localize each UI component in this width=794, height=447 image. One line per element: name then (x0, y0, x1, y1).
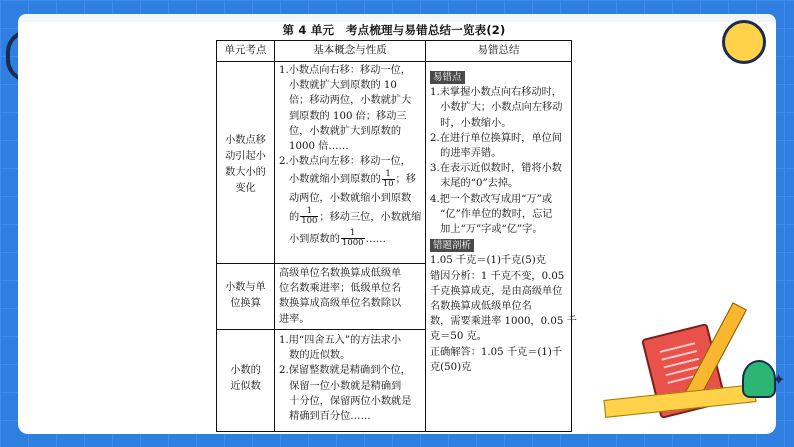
concept-text: …… (365, 233, 386, 245)
concept-text: 的 (289, 211, 300, 223)
page-title: 第 4 单元 考点梳理与易错总结一览表(2) (282, 23, 506, 37)
concept-line: 2.保留整数就是精确到个位， (279, 365, 411, 377)
concept-line: 小数就扩大到原数的 10 (289, 80, 397, 92)
error-analysis-tag: 错题剖析 (430, 239, 474, 252)
fraction-one-thousandth (341, 229, 365, 248)
column-divider-2 (425, 41, 426, 431)
error-point-line: 小数扩大；小数点向左移动 (430, 102, 563, 114)
concept-text: 小数就缩小到原数的 (289, 174, 381, 186)
topic-line: 小数点移 (225, 135, 266, 146)
analysis-line: 错因分析：1 千克不变，0.05 (430, 270, 565, 282)
error-point-line: 3.在表示近似数时，错将小数 (430, 163, 562, 175)
concept-line-with-fraction (279, 207, 425, 229)
concept-line-with-fraction (279, 229, 425, 251)
concept-text: ；移 (395, 174, 416, 186)
concept-line: 保留一位小数就是精确到 (279, 380, 402, 392)
header-divider (217, 61, 571, 62)
topic-line: 近似数 (230, 381, 261, 392)
error-point-line: 1.未掌握小数点向右移动时， (430, 87, 562, 99)
topic-line: 小数的 (230, 365, 261, 376)
concept-line: 1.小数点向右移：移动一位， (279, 65, 411, 76)
concept-line: 1000 倍…… (289, 141, 349, 153)
sparkle-icon: ✦ (772, 370, 786, 389)
concept-line: 到原数的 100 倍；移动三 (289, 110, 407, 122)
concept-line: 精确到百分位…… (279, 411, 371, 423)
concept-line: 动两位，小数就缩小到原数 (289, 193, 412, 205)
analysis-line: 克＝50 克。 (430, 331, 487, 343)
concept-decimal-unit-conversion (279, 266, 425, 327)
error-point-line: 加上“万”字或“亿”字。 (430, 224, 543, 236)
fraction-numerator: 1 (341, 229, 365, 239)
topic-decimal-point-shift (219, 133, 272, 197)
concept-line: 进率。 (279, 313, 310, 325)
row-divider-2 (217, 329, 425, 330)
concept-line: 位，小数就扩大到原数的 (289, 125, 402, 137)
analysis-line: 名数换算成低级单位名 (430, 301, 532, 313)
fraction-one-tenth (382, 170, 395, 189)
analysis-line: 数，需要乘进率 1000，0.05 千 (430, 316, 577, 328)
concept-line: 高级单位名数换算成低级单 (279, 268, 402, 279)
concept-decimal-approximation (279, 333, 425, 424)
topic-line: 位换算 (230, 298, 261, 309)
error-point-line: 4.把一个数改写成用“万”或 (430, 193, 553, 205)
card-top-strip (18, 14, 776, 22)
fraction-numerator: 1 (300, 207, 318, 217)
concept-line: 2.小数点向左移：移动一位， (279, 156, 411, 168)
fraction-denominator: 10 (382, 178, 394, 189)
topic-decimal-approximation (219, 363, 272, 395)
column-divider-1 (274, 41, 275, 431)
concept-text: 小到原数的 (289, 233, 340, 245)
concept-line: 十分位，保留两位小数就是 (279, 395, 412, 407)
concept-line: 倍；移动两位，小数就扩大 (289, 95, 412, 107)
topic-line: 动引起小 (225, 151, 266, 162)
fraction-numerator: 1 (382, 170, 395, 180)
analysis-line: 千克换算成克，是由高级单位 (430, 285, 563, 297)
error-point-line: 末尾的“0”去掉。 (430, 178, 519, 190)
analysis-line: 正确解答：1.05 千克＝(1)千 (430, 346, 563, 358)
concept-line: 1.用“四舍五入”的方法求小 (279, 335, 402, 346)
summary-table (216, 40, 577, 432)
topic-decimal-unit-conversion (219, 280, 272, 312)
error-point-line: 的进率弄错。 (430, 148, 502, 160)
error-point-line: 2.在进行单位换算时，单位间 (430, 132, 562, 144)
fraction-one-hundredth (300, 207, 318, 226)
row-divider-1 (217, 263, 425, 264)
error-point-line: “亿”作单位的数时，忘记 (430, 208, 553, 220)
concept-decimal-point-shift (279, 63, 425, 251)
header-concepts: 基本概念与性质 (313, 44, 387, 56)
error-points-tag: 易错点 (430, 71, 465, 84)
fraction-denominator: 100 (301, 216, 318, 227)
concept-line: 数的近似数。 (279, 350, 351, 362)
topic-line: 小数与单 (225, 282, 266, 293)
topic-line: 数大小的 (225, 167, 266, 178)
analysis-line: 1.05 千克＝(1)千克(5)克 (430, 255, 546, 267)
concept-line: 数换算成高级单位名数除以 (279, 298, 402, 310)
error-point-line: 时，小数缩小。 (430, 117, 512, 129)
concept-text: ；移动三位，小数就缩 (319, 211, 422, 223)
student-figure-illustration (742, 360, 776, 398)
analysis-line: 克(50)克 (430, 361, 472, 373)
concept-line-with-fraction (279, 169, 425, 191)
topic-line: 变化 (235, 183, 256, 194)
error-summary-column (430, 69, 577, 375)
fraction-denominator: 1000 (341, 238, 364, 249)
header-unit-topic: 单元考点 (224, 44, 267, 56)
concept-line: 位名数乘进率；低级单位名 (279, 283, 402, 295)
decorative-circle-right (722, 20, 766, 64)
header-error-summary: 易错总结 (477, 44, 520, 56)
